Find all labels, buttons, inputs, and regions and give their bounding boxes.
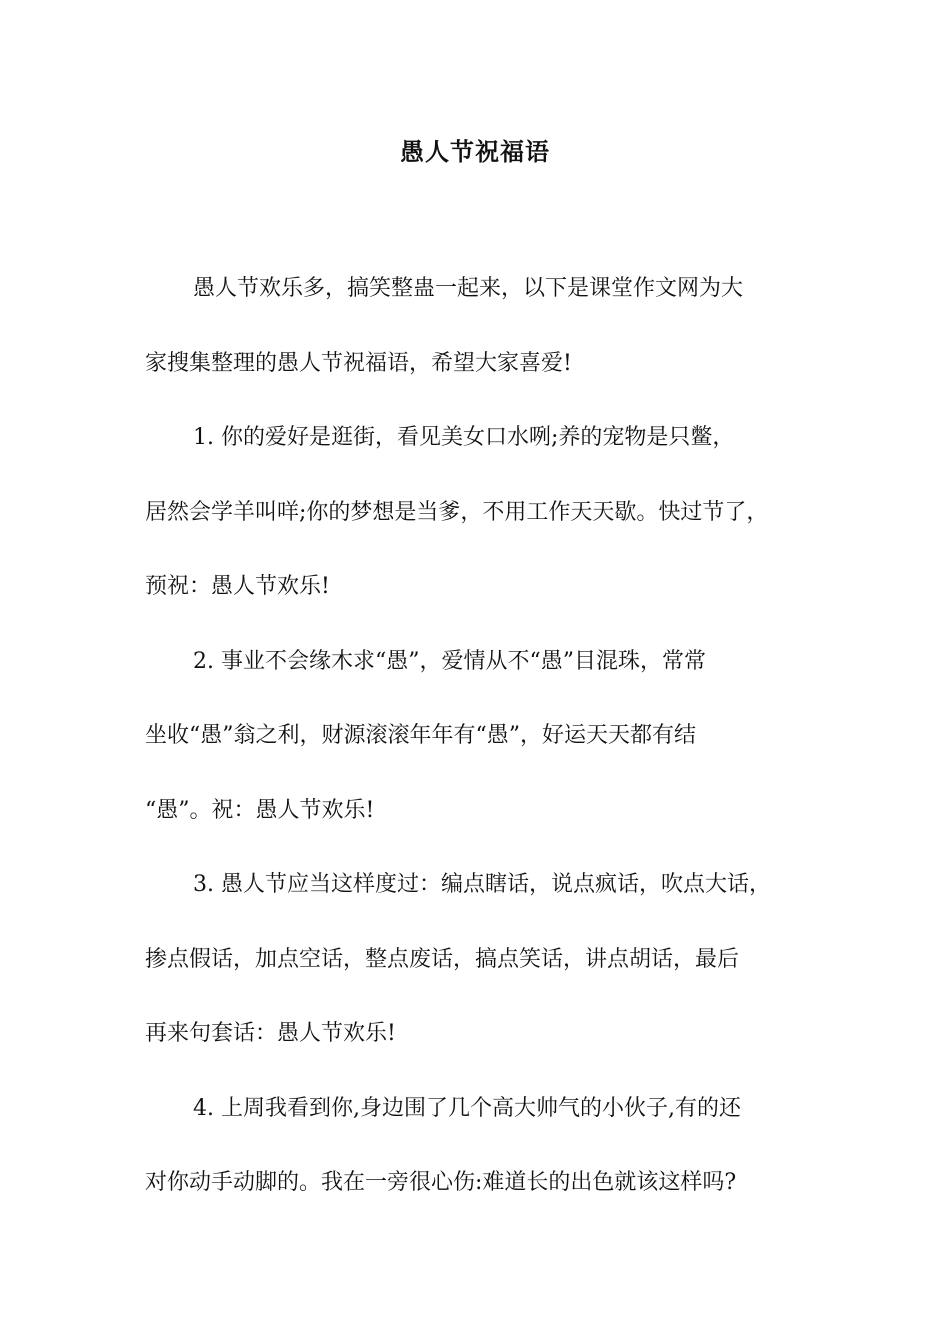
paragraph-3-line-2: 掺点假话，加点空话，整点废话，搞点笑话，讲点胡话，最后 xyxy=(145,946,740,972)
paragraph-4-line-1: 4. 上周我看到你,身边围了几个高大帅气的小伙子,有的还 xyxy=(193,1095,741,1121)
paragraph-2-line-1: 2. 事业不会缘木求“愚”，爱情从不“愚”目混珠，常常 xyxy=(193,648,706,674)
paragraph-1-line-1: 1. 你的爱好是逛街，看见美女口水咧;养的宠物是只鳖， xyxy=(193,425,735,450)
document-body xyxy=(145,252,805,1221)
paragraph-2-line-2: 坐收“愚”翁之利，财源滚滚年年有“愚”，好运天天都有结 xyxy=(145,723,696,748)
paragraph-intro-line-1: 愚人节欢乐多，搞笑整蛊一起来，以下是课堂作文网为大 xyxy=(193,276,744,301)
paragraph-intro-line-2: 家搜集整理的愚人节祝福语，希望大家喜爱! xyxy=(145,350,572,376)
paragraph-3-line-3: 再来句套话：愚人节欢乐! xyxy=(145,1021,396,1046)
paragraph-1-line-3: 预祝：愚人节欢乐! xyxy=(145,574,330,599)
document-title: 愚人节祝福语 xyxy=(400,137,550,166)
paragraph-3-line-1: 3. 愚人节应当这样度过：编点瞎话，说点疯话，吹点大话， xyxy=(193,872,771,897)
paragraph-4-line-2: 对你动手动脚的。我在一旁很心伤:难道长的出色就该这样吗? xyxy=(145,1170,737,1195)
paragraph-1-line-2: 居然会学羊叫咩;你的梦想是当爹，不用工作天天歇。快过节了， xyxy=(145,499,769,525)
paragraph-2-line-3: “愚”。祝：愚人节欢乐! xyxy=(145,797,375,823)
